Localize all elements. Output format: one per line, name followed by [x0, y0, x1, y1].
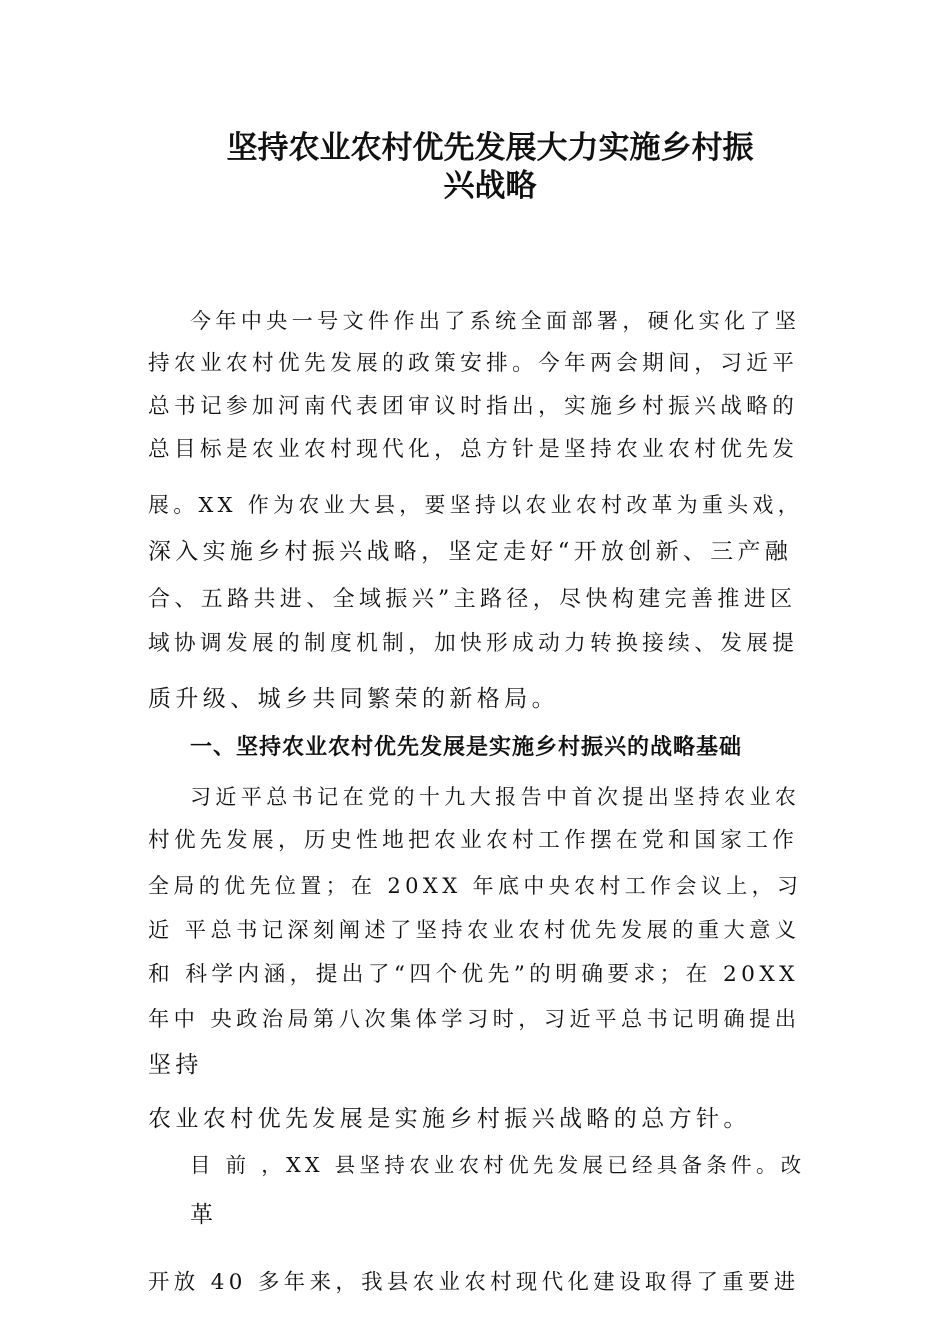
intro-line-7: 合、五路共进、全域振兴”主路径，尽快构建完善推进区	[148, 587, 797, 612]
document-title-line-2: 兴战略	[443, 168, 537, 204]
intro-line-5: 展。XX 作为农业大县，要坚持以农业农村改革为重头戏，	[148, 493, 803, 517]
section-1-line-4: 近 平总书记深刻阐述了坚持农业农村优先发展的重大意义	[148, 918, 801, 943]
section-1-line-5: 和 科学内涵，提出了“四个优先”的明确要求；在 20XX	[148, 962, 800, 987]
intro-line-8: 域协调发展的制度机制，加快形成动力转换接续、发展提	[148, 631, 799, 656]
section-1-line-10: 革	[190, 1202, 218, 1228]
document-title-line-1: 坚持农业农村优先发展大力实施乡村振	[226, 130, 754, 166]
section-1-line-7: 坚持	[148, 1052, 203, 1078]
section-1-line-9: 目 前 ，XX 县坚持农业农村优先发展已经具备条件。改	[190, 1153, 806, 1177]
intro-line-4: 总目标是农业农村现代化，总方针是坚持农业农村优先发	[148, 437, 799, 462]
intro-line-9: 质升级、城乡共同繁荣的新格局。	[148, 686, 559, 712]
section-1-line-6: 年中 央政治局第八次集体学习时，习近平总书记明确提出	[148, 1007, 801, 1032]
intro-line-1: 今年中央一号文件作出了系统全面部署，硬化实化了坚	[190, 308, 801, 333]
section-1-line-1: 习近平总书记在党的十九大报告中首次提出坚持农业农	[190, 784, 801, 809]
section-1-line-3: 全局的优先位置；在 20XX 年底中央农村工作会议上，习	[148, 874, 803, 898]
section-1-line-8: 农业农村优先发展是实施乡村振兴战略的总方针。	[148, 1106, 751, 1132]
section-1-line-11: 开放 40 多年来，我县农业农村现代化建设取得了重要进	[148, 1270, 800, 1295]
intro-line-3: 总书记参加河南代表团审议时指出，实施乡村振兴战略的	[148, 394, 799, 419]
section-1-line-2: 村优先发展，历史性地把农业农村工作摆在党和国家工作	[148, 828, 799, 853]
intro-line-6: 深入实施乡村振兴战略，坚定走好“开放创新、三产融	[148, 539, 793, 565]
intro-line-2: 持农业农村优先发展的政策安排。今年两会期间，习近平	[148, 351, 799, 376]
section-1-heading: 一、坚持农业农村优先发展是实施乡村振兴的战略基础	[190, 735, 743, 760]
